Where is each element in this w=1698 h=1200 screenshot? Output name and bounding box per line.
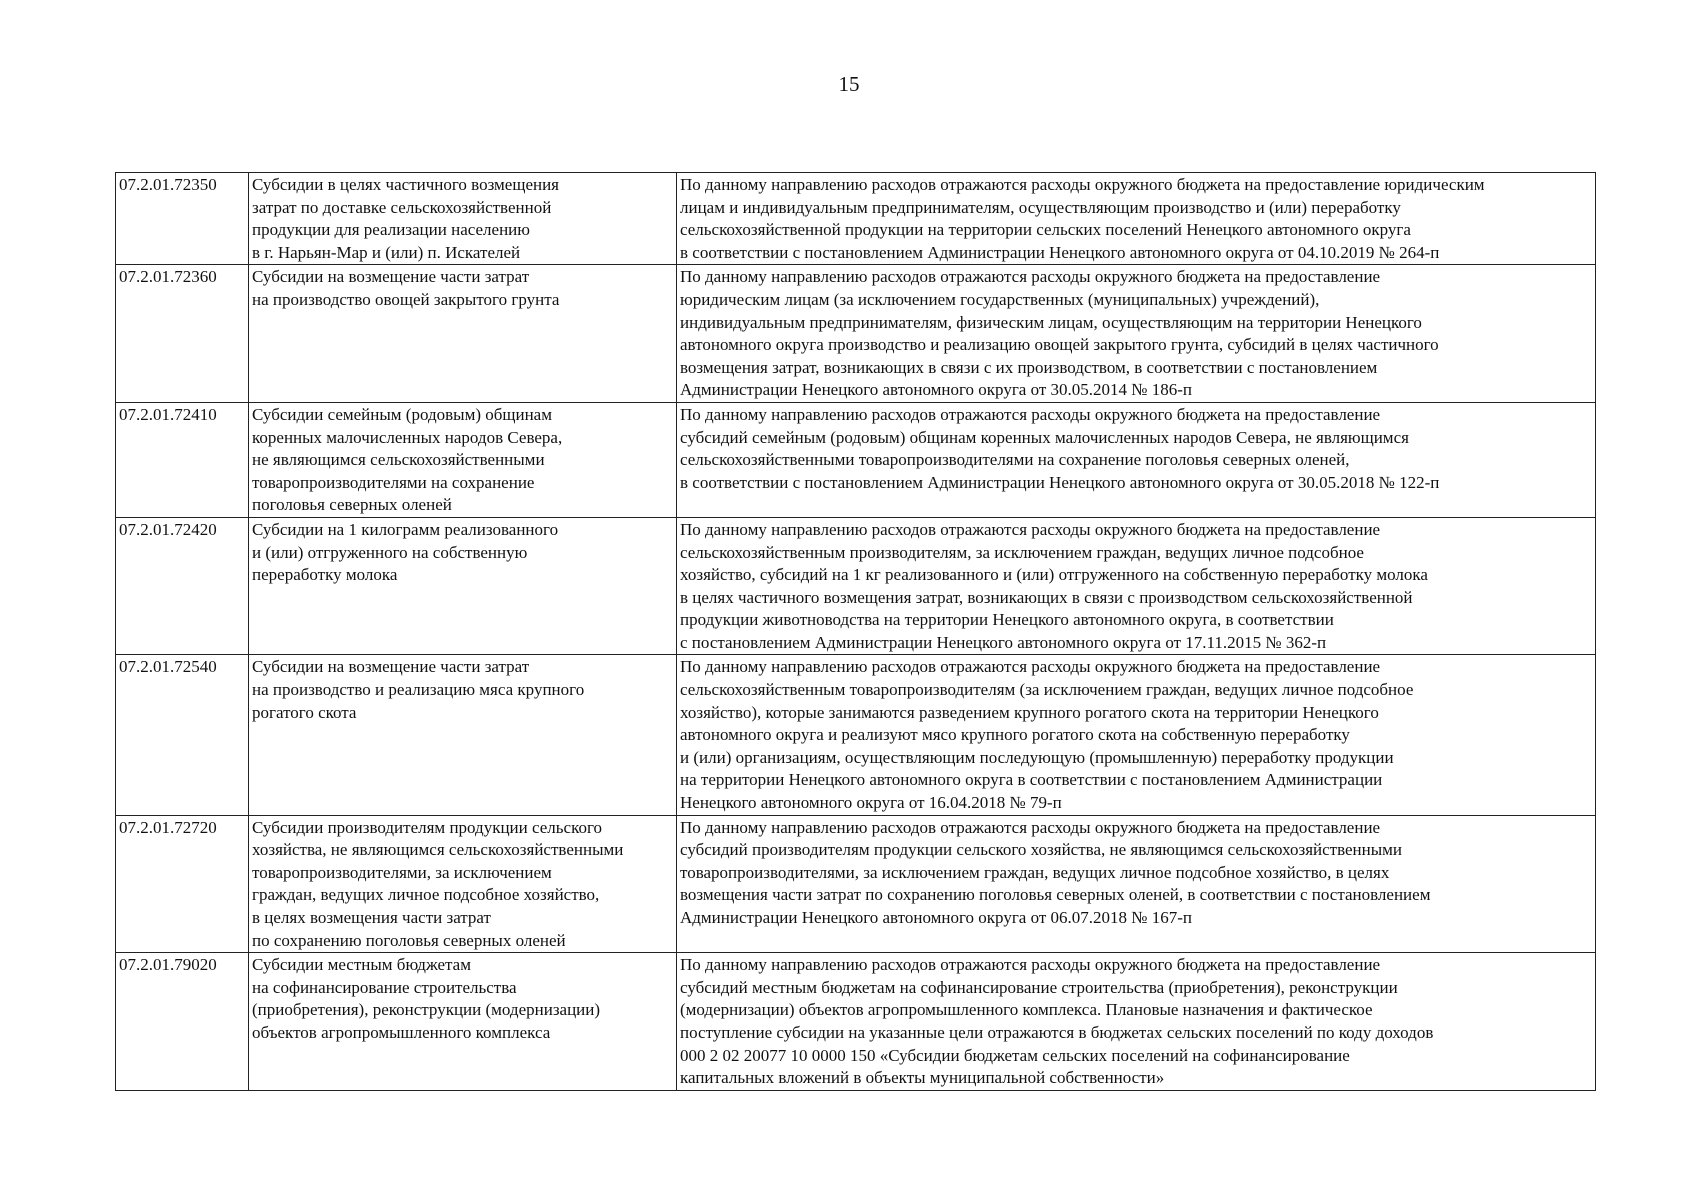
table-row [116,953,1596,1091]
expense-code-cell: 07.2.01.72540 [116,655,249,815]
expense-description-cell: По данному направлению расходов отражаются расходы окружного бюджета на предоставление юридическим лицам (за исключением государственных (муниципальных) учреждений), индивидуальным предпринимателям, физическим лицам, осуществляющим на территории Ненецкого автономного округа производство и реализацию овощей закрытого грунта, субсидий в целях частичного возмещения затрат, возникающих в связи с их производством, в соответствии с постановлением Администрации Ненецкого автономного округа от 30.05.2014 № 186-п [677,265,1596,403]
budget-classification-table [115,172,1596,1091]
expense-name-cell: Субсидии на возмещение части затрат на производство овощей закрытого грунта [249,265,677,403]
expense-code-cell: 07.2.01.72350 [116,173,249,265]
page-number: 15 [838,72,860,96]
table-row [116,402,1596,517]
expense-description-cell: По данному направлению расходов отражаются расходы окружного бюджета на предоставление субсидий производителям продукции сельского хозяйства, не являющимся сельскохозяйственными товаропроизводителями, за исключением граждан, ведущих личное подсобное хозяйство, в целях возмещения части затрат по сохранению поголовья северных оленей, в соответствии с постановлением Администрации Ненецкого автономного округа от 06.07.2018 № 167-п [677,815,1596,953]
expense-code-cell: 07.2.01.72420 [116,517,249,655]
table-row [116,265,1596,403]
expense-name-cell: Субсидии на возмещение части затрат на производство и реализацию мяса крупного рогатого скота [249,655,677,815]
expense-description-cell: По данному направлению расходов отражаются расходы окружного бюджета на предоставление сельскохозяйственным производителям, за исключением граждан, ведущих личное подсобное хозяйство, субсидий на 1 кг реализованного и (или) отгруженного на собственную переработку молока в целях частичного возмещения затрат, возникающих в связи с производством сельскохозяйственной продукции животноводства на территории Ненецкого автономного округа, в соответствии с постановлением Администрации Ненецкого автономного округа от 17.11.2015 № 362-п [677,517,1596,655]
expense-name-cell: Субсидии семейным (родовым) общинам коренных малочисленных народов Севера, не являющимся сельскохозяйственными товаропроизводителями на сохранение поголовья северных оленей [249,402,677,517]
expense-description-cell: По данному направлению расходов отражаются расходы окружного бюджета на предоставление сельскохозяйственным товаропроизводителям (за исключением граждан, ведущих личное подсобное хозяйство), которые занимаются разведением крупного рогатого скота на территории Ненецкого автономного округа и реализуют мясо крупного рогатого скота на собственную переработку и (или) организациям, осуществляющим последующую (промышленную) переработку продукции на территории Ненецкого автономного округа в соответствии с постановлением Администрации Ненецкого автономного округа от 16.04.2018 № 79-п [677,655,1596,815]
table-row [116,815,1596,953]
expense-code-cell: 07.2.01.79020 [116,953,249,1091]
expense-code-cell: 07.2.01.72360 [116,265,249,403]
expense-description-cell: По данному направлению расходов отражаются расходы окружного бюджета на предоставление субсидий семейным (родовым) общинам коренных малочисленных народов Севера, не являющимся сельскохозяйственными товаропроизводителями на сохранение поголовья северных оленей, в соответствии с постановлением Администрации Ненецкого автономного округа от 30.05.2018 № 122-п [677,402,1596,517]
expense-name-cell: Субсидии местным бюджетам на софинансирование строительства (приобретения), реконструкции (модернизации) объектов агропромышленного комплекса [249,953,677,1091]
table-row [116,173,1596,265]
expense-description-cell: По данному направлению расходов отражаются расходы окружного бюджета на предоставление субсидий местным бюджетам на софинансирование строительства (приобретения), реконструкции (модернизации) объектов агропромышленного комплекса. Плановые назначения и фактическое поступление субсидии на указанные цели отражаются в бюджетах сельских поселений по коду доходов 000 2 02 20077 10 0000 150 «Субсидии бюджетам сельских поселений на софинансирование капитальных вложений в объекты муниципальной собственности» [677,953,1596,1091]
expense-code-cell: 07.2.01.72410 [116,402,249,517]
expense-name-cell: Субсидии на 1 килограмм реализованного и (или) отгруженного на собственную переработку молока [249,517,677,655]
expense-name-cell: Субсидии производителям продукции сельского хозяйства, не являющимся сельскохозяйственными товаропроизводителями, за исключением граждан, ведущих личное подсобное хозяйство, в целях возмещения части затрат по сохранению поголовья северных оленей [249,815,677,953]
table-row [116,517,1596,655]
expense-code-cell: 07.2.01.72720 [116,815,249,953]
expense-name-cell: Субсидии в целях частичного возмещения затрат по доставке сельскохозяйственной продукции для реализации населению в г. Нарьян-Мар и (или) п. Искателей [249,173,677,265]
expense-description-cell: По данному направлению расходов отражаются расходы окружного бюджета на предоставление юридическим лицам и индивидуальным предпринимателям, осуществляющим производство и (или) переработку сельскохозяйственной продукции на территории сельских поселений Ненецкого автономного округа в соответствии с постановлением Администрации Ненецкого автономного округа от 04.10.2019 № 264-п [677,173,1596,265]
table-row [116,655,1596,815]
